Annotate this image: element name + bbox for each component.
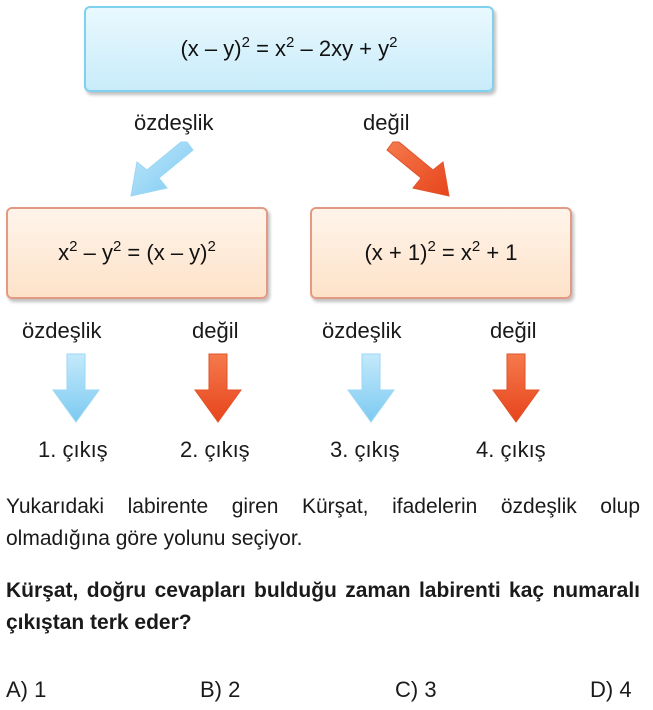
arrow-down-orange-icon: [192, 352, 244, 424]
eq-part: (x + 1): [364, 240, 428, 265]
exit-3: 3. çıkış: [330, 437, 400, 462]
eq-part: = x: [249, 36, 287, 61]
arrow-down-blue-icon: [345, 352, 397, 424]
left-equation: [58, 240, 216, 266]
choice-c[interactable]: C) 3: [395, 677, 437, 702]
eq-part: – 2xy + y: [294, 36, 390, 61]
left-equation-box: [6, 207, 268, 299]
exponent: 2: [286, 34, 295, 51]
eq-part: – y: [77, 240, 113, 265]
arrow-down-right-orange-icon: [385, 138, 455, 200]
exponent: 2: [69, 238, 78, 255]
eq-part: (x – y): [180, 36, 242, 61]
exit-2: 2. çıkış: [180, 437, 250, 462]
label-top-ozdeslik: özdeşlik: [134, 110, 214, 135]
eq-part: = (x – y): [121, 240, 208, 265]
label-ozdeslik-1: özdeşlik: [22, 318, 102, 343]
label-degil-2: değil: [192, 318, 239, 343]
problem-text: Yukarıdaki labirente giren Kürşat, ifadelerin özdeşlik olup olmadığına göre yolunu seçiyor.: [6, 495, 640, 550]
label-degil-4: değil: [490, 318, 537, 343]
right-equation: [364, 240, 517, 266]
eq-part: + 1: [480, 240, 518, 265]
exit-1: 1. çıkış: [38, 437, 108, 462]
top-equation-box: [84, 6, 494, 92]
right-equation-box: [310, 207, 572, 299]
exponent: 2: [427, 238, 436, 255]
exit-4: 4. çıkış: [476, 437, 546, 462]
exponent: 2: [241, 34, 250, 51]
choice-b[interactable]: B) 2: [200, 677, 241, 702]
eq-part: x: [58, 240, 70, 265]
exponent: 2: [389, 34, 398, 51]
question-text: Kürşat, doğru cevapları bulduğu zaman labirenti kaç numaralı çıkıştan terk eder?: [6, 579, 640, 634]
choice-d[interactable]: D) 4: [590, 677, 632, 702]
arrow-down-orange-icon: [490, 352, 542, 424]
choice-a[interactable]: A) 1: [6, 677, 47, 702]
arrow-down-blue-icon: [50, 352, 102, 424]
exponent: 2: [207, 238, 216, 255]
exponent: 2: [471, 238, 481, 255]
label-ozdeslik-3: özdeşlik: [322, 318, 402, 343]
top-equation: [180, 36, 397, 62]
exponent: 2: [112, 238, 122, 255]
arrow-down-left-blue-icon: [125, 138, 195, 200]
label-top-degil: değil: [363, 110, 410, 135]
eq-part: = x: [435, 240, 472, 265]
